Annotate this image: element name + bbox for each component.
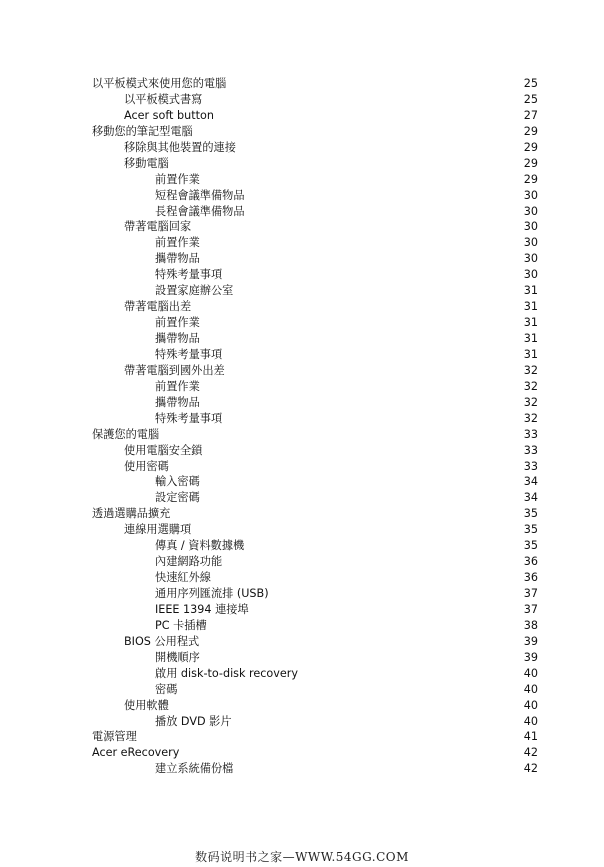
toc-entry-page: 35: [523, 507, 538, 521]
toc-entry-title: 使用軟體: [124, 698, 169, 712]
toc-entry-title: BIOS 公用程式: [124, 634, 200, 648]
toc-entry-page: 42: [523, 762, 538, 776]
toc-entry[interactable]: [0, 427, 604, 443]
toc-entry-title: 短程會議準備物品: [155, 188, 245, 202]
toc-entry[interactable]: [0, 172, 604, 188]
toc-entry[interactable]: [0, 474, 604, 490]
toc-entry-page: 30: [523, 204, 538, 218]
table-of-contents: [0, 76, 604, 777]
toc-entry[interactable]: [0, 219, 604, 235]
footer-watermark: 数码说明书之家—WWW.54GG.COM: [195, 850, 409, 864]
toc-entry[interactable]: [0, 156, 604, 172]
toc-entry-title: 輸入密碼: [155, 475, 200, 489]
toc-entry-page: 40: [523, 666, 538, 680]
toc-entry-page: 34: [523, 475, 538, 489]
toc-entry-page: 30: [523, 220, 538, 234]
toc-entry-title: 前置作業: [155, 172, 200, 186]
toc-entry[interactable]: [0, 411, 604, 427]
toc-entry-page: 30: [523, 188, 538, 202]
toc-entry-page: 30: [523, 236, 538, 250]
toc-entry-title: 以平板模式書寫: [124, 92, 203, 106]
toc-entry[interactable]: [0, 586, 604, 602]
toc-entry[interactable]: [0, 459, 604, 475]
toc-entry-page: 33: [523, 427, 538, 441]
toc-entry[interactable]: [0, 92, 604, 108]
toc-entry-title: 特殊考量事項: [155, 411, 223, 425]
toc-entry-title: 攜帶物品: [155, 252, 200, 266]
toc-entry-title: 攜帶物品: [155, 332, 200, 345]
toc-entry-page: 32: [523, 363, 538, 377]
toc-entry-title: 特殊考量事項: [155, 347, 223, 361]
toc-entry-title: 內建網路功能: [155, 555, 223, 569]
toc-entry-page: 32: [523, 379, 538, 393]
toc-entry-page: 40: [523, 682, 538, 696]
toc-entry-page: 35: [523, 539, 538, 553]
toc-entry-title: 播放 DVD 影片: [155, 714, 232, 728]
toc-entry-title: 帶著電腦出差: [124, 300, 192, 314]
toc-entry[interactable]: [0, 714, 604, 730]
toc-entry-page: 33: [523, 443, 538, 457]
toc-entry-page: 32: [523, 411, 538, 425]
toc-entry-title: 前置作業: [155, 316, 200, 330]
toc-entry-title: 啟用 disk-to-disk recovery: [155, 666, 298, 680]
toc-entry-title: IEEE 1394 連接埠: [155, 602, 249, 616]
toc-entry[interactable]: [0, 347, 604, 363]
toc-entry-title: Acer eRecovery: [92, 746, 180, 760]
toc-entry[interactable]: [0, 602, 604, 618]
toc-entry-title: 長程會議準備物品: [155, 204, 245, 218]
toc-entry-page: 25: [523, 92, 538, 106]
toc-entry-title: 前置作業: [155, 379, 200, 393]
toc-entry-page: 36: [523, 571, 538, 585]
toc-entry[interactable]: [0, 490, 604, 506]
toc-entry-title: 設置家庭辦公室: [155, 284, 234, 298]
toc-entry[interactable]: [0, 443, 604, 459]
toc-entry[interactable]: [0, 76, 604, 92]
toc-entry[interactable]: [0, 761, 604, 777]
toc-entry[interactable]: [0, 251, 604, 267]
toc-entry-title: 帶著電腦回家: [124, 220, 192, 234]
toc-entry-page: 37: [523, 587, 538, 600]
toc-entry-page: 25: [523, 77, 538, 90]
toc-entry-title: Acer soft button: [124, 108, 214, 122]
toc-entry[interactable]: [0, 650, 604, 666]
toc-entry-page: 31: [523, 284, 538, 298]
toc-entry-title: 移動電腦: [124, 156, 169, 170]
toc-entry-title: 使用電腦安全鎖: [124, 443, 203, 457]
toc-entry[interactable]: [0, 395, 604, 411]
toc-entry-page: 29: [523, 140, 538, 154]
toc-entry-title: PC 卡插槽: [155, 618, 207, 632]
toc-entry-page: 29: [523, 156, 538, 170]
toc-entry[interactable]: [0, 331, 604, 347]
toc-entry-page: 41: [523, 730, 538, 744]
toc-entry-page: 35: [523, 523, 538, 537]
toc-entry-page: 38: [523, 618, 538, 632]
toc-entry[interactable]: [0, 522, 604, 538]
toc-entry-title: 特殊考量事項: [155, 268, 223, 282]
toc-entry[interactable]: [0, 140, 604, 156]
toc-entry[interactable]: [0, 379, 604, 395]
toc-entry[interactable]: [0, 267, 604, 283]
toc-entry-title: 移動您的筆記型電腦: [92, 124, 193, 138]
toc-entry[interactable]: [0, 108, 604, 124]
toc-entry-page: 39: [523, 650, 538, 664]
toc-entry-title: 前置作業: [155, 236, 200, 250]
toc-entry-title: 傳真 / 資料數據機: [155, 539, 245, 553]
toc-entry[interactable]: [0, 506, 604, 522]
toc-entry-title: 保護您的電腦: [92, 427, 160, 441]
toc-entry-title: 設定密碼: [155, 491, 200, 505]
toc-entry-page: 31: [523, 316, 538, 330]
toc-entry-page: 30: [523, 252, 538, 266]
toc-entry[interactable]: [0, 634, 604, 650]
toc-entry-title: 帶著電腦到國外出差: [124, 363, 225, 377]
toc-entry-title: 透過選購品擴充: [92, 507, 171, 521]
toc-entry[interactable]: [0, 554, 604, 570]
toc-entry-page: 27: [523, 108, 538, 122]
toc-entry[interactable]: [0, 618, 604, 634]
toc-entry-page: 39: [523, 634, 538, 648]
toc-entry-page: 36: [523, 555, 538, 569]
toc-entry[interactable]: [0, 283, 604, 299]
toc-entry-title: 密碼: [155, 682, 178, 696]
toc-entry-title: 攜帶物品: [155, 395, 200, 409]
toc-entry-page: 30: [523, 268, 538, 282]
toc-entry-page: 40: [523, 714, 538, 728]
toc-entry[interactable]: [0, 682, 604, 698]
toc-entry-page: 42: [523, 746, 538, 760]
toc-entry-title: 快速紅外線: [155, 571, 211, 585]
toc-entry[interactable]: [0, 124, 604, 140]
toc-entry[interactable]: [0, 363, 604, 379]
toc-entry[interactable]: [0, 698, 604, 714]
toc-entry-title: 以平板模式來使用您的電腦: [92, 77, 227, 90]
toc-entry-page: 31: [523, 300, 538, 314]
toc-entry-title: 通用序列匯流排 (USB): [155, 587, 269, 600]
toc-entry-title: 移除與其他裝置的連接: [124, 140, 236, 154]
toc-entry-title: 開機順序: [155, 650, 200, 664]
toc-entry-page: 40: [523, 698, 538, 712]
toc-entry[interactable]: [0, 570, 604, 586]
toc-entry[interactable]: [0, 188, 604, 204]
toc-entry-page: 33: [523, 459, 538, 473]
toc-entry[interactable]: [0, 204, 604, 220]
toc-entry[interactable]: [0, 315, 604, 331]
toc-entry[interactable]: [0, 745, 604, 761]
toc-entry-page: 32: [523, 395, 538, 409]
toc-entry-title: 電源管理: [92, 730, 137, 744]
toc-entry[interactable]: [0, 729, 604, 745]
toc-entry-page: 37: [523, 602, 538, 616]
toc-entry-title: 連線用選購項: [124, 523, 192, 537]
toc-entry-page: 29: [523, 172, 538, 186]
toc-entry[interactable]: [0, 299, 604, 315]
toc-entry-page: 31: [523, 332, 538, 345]
toc-entry-title: 建立系統備份檔: [155, 762, 234, 776]
toc-entry-page: 29: [523, 124, 538, 138]
toc-entry[interactable]: [0, 538, 604, 554]
toc-entry[interactable]: [0, 235, 604, 251]
toc-entry-page: 31: [523, 347, 538, 361]
toc-entry-page: 34: [523, 491, 538, 505]
toc-entry[interactable]: [0, 666, 604, 682]
toc-entry-title: 使用密碼: [124, 459, 169, 473]
